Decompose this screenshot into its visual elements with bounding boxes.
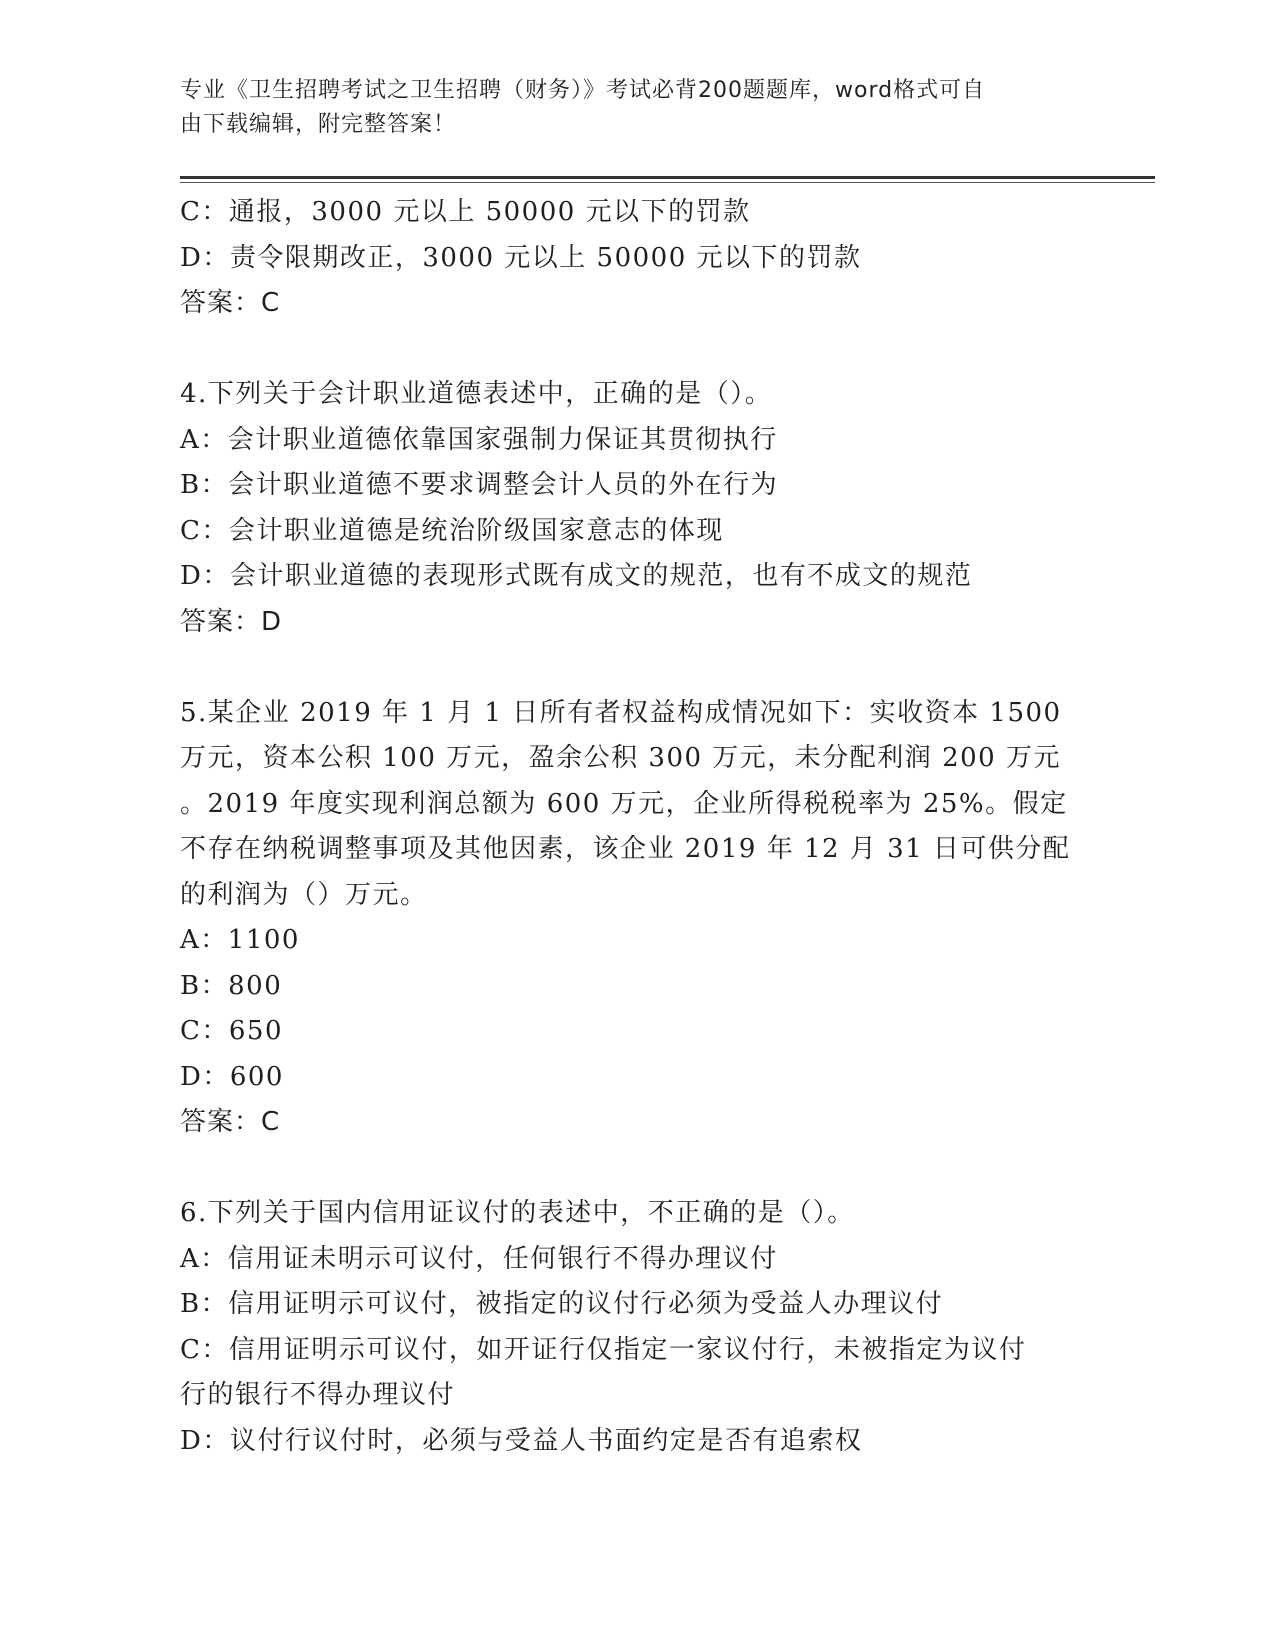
spacer [180,327,1080,373]
question-text: 5.某企业 2019 年 1 月 1 日所有者权益构成情况如下：实收资本 1500 [180,697,1062,728]
option-d: D：责令限期改正，3000 元以上 50000 元以下的罚款 [180,242,862,273]
option-a: A：1100 [180,925,300,955]
question-list [180,190,1080,1464]
option-a: A：会计职业道德依靠国家强制力保证其贯彻执行 [180,424,778,455]
header-divider-thin [180,182,1155,183]
document-header [180,74,1060,142]
answer-line: 答案：C [180,1107,281,1137]
answer-line: 答案：D [180,606,283,637]
option-a: A：信用证未明示可议付，任何银行不得办理议付 [180,1243,778,1274]
option-b: B：800 [180,970,283,1001]
spacer [180,1146,1080,1192]
header-line-2: 由下载编辑，附完整答案！ [180,112,457,137]
question-text: 的利润为（）万元。 [180,879,428,910]
question-4 [180,372,1080,645]
question-5 [180,691,1080,1146]
option-c: C：会计职业道德是统治阶级国家意志的体现 [180,515,724,546]
option-d: D：600 [180,1061,284,1092]
option-d: D：会计职业道德的表现形式既有成文的规范，也有不成文的规范 [180,561,973,591]
option-b: B：会计职业道德不要求调整会计人员的外在行为 [180,470,779,500]
option-c: C：信用证明示可议付，如开证行仅指定一家议付行，未被指定为议付 [180,1334,1027,1365]
question-text: 6.下列关于国内信用证议付的表述中，不正确的是（）。 [180,1198,855,1228]
option-c: C：通报，3000 元以上 50000 元以下的罚款 [180,197,751,227]
question-text: 不存在纳税调整事项及其他因素，该企业 2019 年 12 月 31 日可供分配 [180,834,1071,864]
question-3-continued [180,190,1080,327]
question-6 [180,1191,1080,1464]
option-c-continued: 行的银行不得办理议付 [180,1380,456,1410]
question-text: 万元，资本公积 100 万元，盈余公积 300 万元，未分配利润 200 万元 [180,743,1061,773]
answer-line: 答案：C [180,288,281,318]
option-b: B：信用证明示可议付，被指定的议付行必须为受益人办理议付 [180,1289,944,1319]
option-c: C：650 [180,1016,284,1046]
header-line-1: 专业《卫生招聘考试之卫生招聘（财务）》考试必背200题题库，word格式可自 [180,78,986,103]
option-d: D：议付行议付时，必须与受益人书面约定是否有追索权 [180,1425,863,1456]
question-text: 。2019 年度实现利润总额为 600 万元，企业所得税税率为 25%。假定 [180,788,1068,819]
question-text: 4.下列关于会计职业道德表述中，正确的是（）。 [180,379,773,409]
spacer [180,645,1080,691]
header-divider-thick [180,176,1155,179]
